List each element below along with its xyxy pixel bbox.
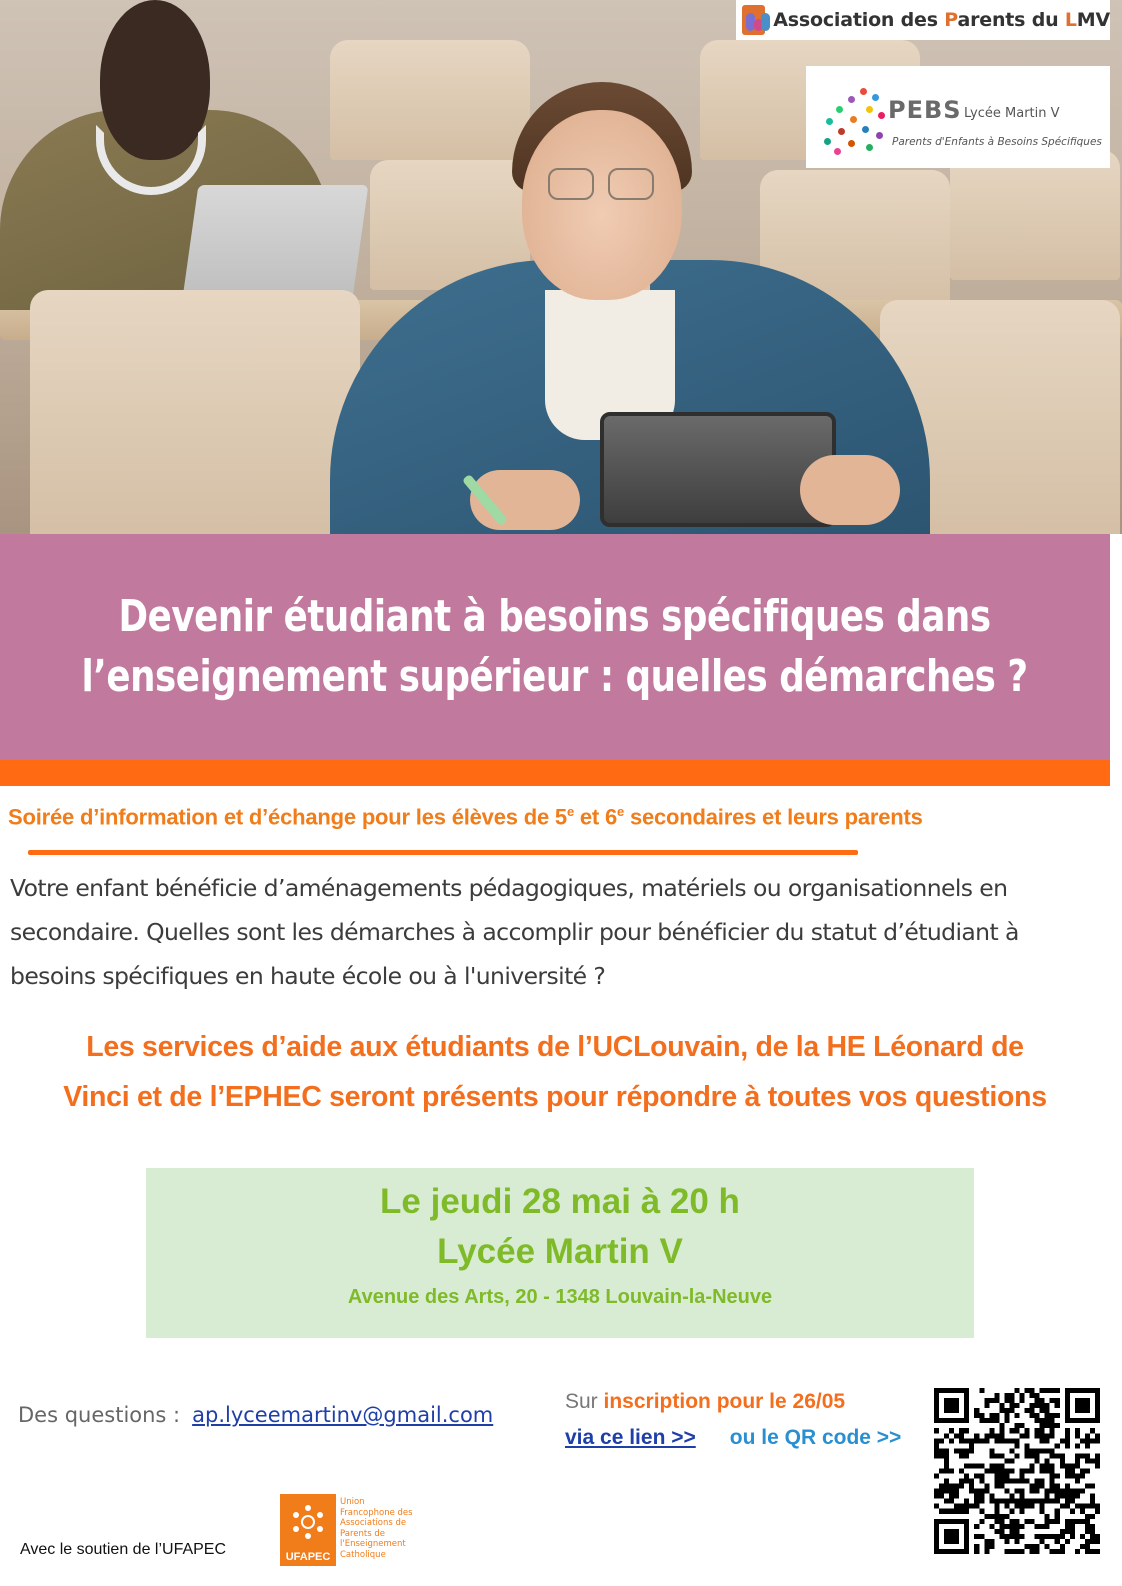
page-title	[82, 587, 1028, 707]
signup-prefix: Sur	[565, 1390, 604, 1413]
orange-divider	[0, 760, 1110, 786]
tablet	[600, 412, 836, 527]
ufapec-label: UFAPEC	[285, 1551, 331, 1563]
services-line: Vinci et de l’EPHEC seront présents pour répondre à toutes vos questions	[63, 1081, 1047, 1113]
qr-code[interactable]	[934, 1388, 1100, 1554]
contact-line	[18, 1403, 493, 1427]
signup-link[interactable]: via ce lien >>	[565, 1426, 696, 1449]
family-icon	[742, 5, 765, 35]
event-address: Avenue des Arts, 20 - 1348 Louvain-la-Neuve	[347, 1286, 773, 1308]
intro-line: besoins spécifiques en haute école ou à l'université ?	[10, 962, 606, 990]
title-line-2: l’enseignement supérieur : quelles démarches ?	[81, 651, 1029, 702]
event-date: Le jeudi 28 mai à 20 h	[380, 1182, 740, 1221]
title-band	[0, 534, 1110, 760]
services-announcement	[0, 1022, 1110, 1122]
association-name: Association des Parents du LMV	[773, 9, 1110, 31]
pebs-school: Lycée Martin V	[964, 106, 1060, 121]
subtitle-underline	[28, 850, 858, 855]
ufapec-logo	[280, 1494, 336, 1566]
ufapec-full-name: Union Francophone des Associations de Parents de l'Enseignement Catholique	[340, 1497, 413, 1560]
association-logo	[736, 0, 1110, 40]
pebs-subtitle: Parents d'Enfants à Besoins Spécifiques	[892, 136, 1102, 148]
pebs-name: PEBS	[888, 96, 962, 124]
services-line: Les services d’aide aux étudiants de l’UCLouvain, de la HE Léonard de	[86, 1031, 1024, 1063]
support-text: Avec le soutien de l’UFAPEC	[20, 1541, 227, 1558]
signup-links	[565, 1426, 901, 1450]
event-details-box	[146, 1168, 974, 1338]
intro-line: Votre enfant bénéficie d’aménagements pédagogiques, matériels ou organisationnels en	[10, 874, 1008, 902]
pebs-logo	[806, 66, 1110, 168]
people-circle-icon	[288, 1502, 328, 1542]
dots-icon	[820, 84, 890, 156]
signup-deadline: inscription pour le 26/05	[603, 1390, 846, 1413]
event-subtitle: Soirée d’information et d’échange pour les élèves de 5e et 6e secondaires et leurs parents	[8, 804, 923, 830]
contact-email-link[interactable]: ap.lyceemartinv@gmail.com	[192, 1403, 494, 1427]
qr-code-hint: ou le QR code >>	[729, 1426, 902, 1449]
event-venue: Lycée Martin V	[437, 1232, 683, 1271]
title-line-1: Devenir étudiant à besoins spécifiques dans	[118, 591, 992, 642]
contact-label: Des questions :	[18, 1403, 181, 1427]
intro-paragraph	[10, 866, 1110, 998]
intro-line: secondaire. Quelles sont les démarches à accomplir pour bénéficier du statut d’étudiant à	[10, 918, 1019, 946]
signup-line	[565, 1390, 845, 1414]
